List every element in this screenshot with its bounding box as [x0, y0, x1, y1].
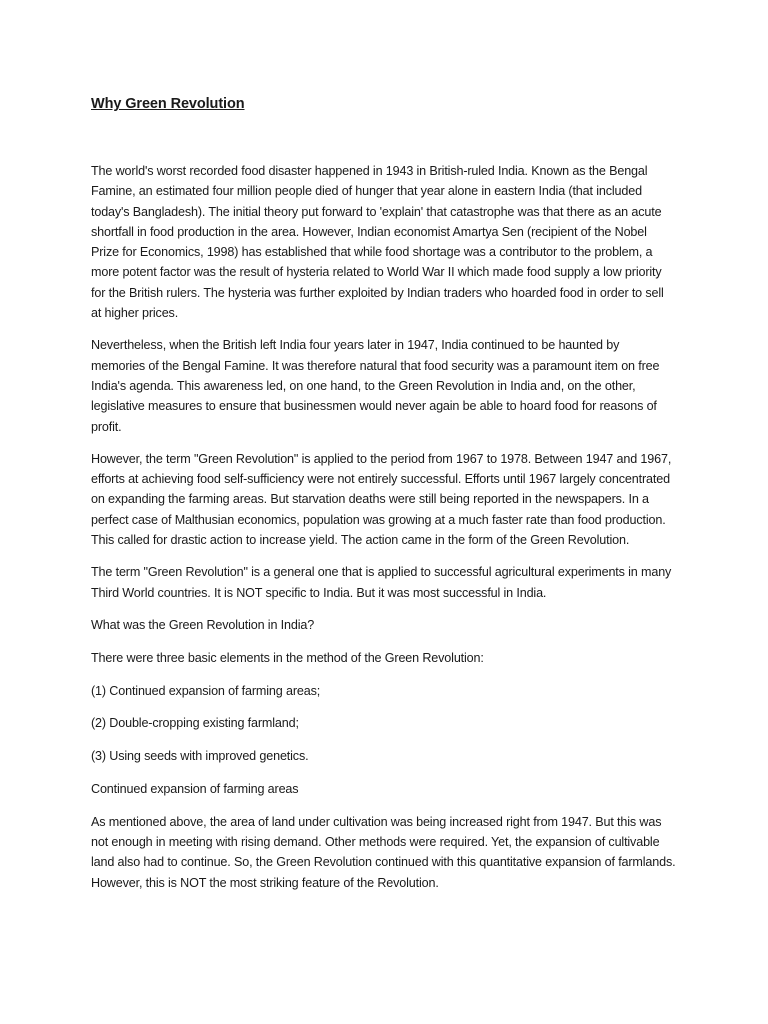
paragraph-food-security: Nevertheless, when the British left India four years later in 1947, India continued to be haunted by memories of the Bengal Famine. It was therefore natural that food security was a paramount item on free India's agenda. This awareness led, on one hand, to the Green Revolution in India and, on the other, legislative measures to ensure that businessmen would never again be able to hoard food for reasons of profit.	[91, 338, 660, 434]
paragraph-bengal-famine: The world's worst recorded food disaster happened in 1943 in British-ruled India. Known as the Bengal Famine, an estimated four million people died of hunger that year alone in eastern India (that included today's Bangladesh). The initial theory put forward to 'explain' that catastrophe was that there as an acute shortfall in food production in the area. However, Indian economist Amartya Sen (recipient of the Nobel Prize for Economics, 1998) has established that while food shortage was a contributor to the problem, a more potent factor was the result of hysteria related to World War II which made food supply a low priority for the British rulers. The hysteria was further exploited by Indian traders who hoarded food in order to sell at higher prices.	[91, 164, 664, 321]
question-heading: What was the Green Revolution in India?	[91, 617, 315, 632]
list-item-3: (3) Using seeds with improved genetics.	[91, 749, 309, 764]
section-heading: Continued expansion of farming areas	[91, 781, 299, 796]
paragraph-general-term: The term "Green Revolution" is a general one that is applied to successful agricultural experiments in many Third World countries. It is NOT specific to India. But it was most successful in India.	[91, 565, 672, 600]
list-item-1: (1) Continued expansion of farming areas;	[91, 683, 321, 698]
list-item-2: (2) Double-cropping existing farmland;	[91, 716, 299, 731]
elements-intro: There were three basic elements in the method of the Green Revolution:	[91, 650, 484, 665]
page-title: Why Green Revolution	[91, 96, 245, 112]
paragraph-expansion: As mentioned above, the area of land under cultivation was being increased right from 1947. But this was not enough in meeting with rising demand. Other methods were required. Yet, the expansion of cultivable land also had to continue. So, the Green Revolution continued with this quantitative expansion of farmlands. However, this is NOT the most striking feature of the Revolution.	[91, 814, 676, 890]
paragraph-green-revolution-period: However, the term "Green Revolution" is applied to the period from 1967 to 1978. Between 1947 and 1967, efforts at achieving food self-sufficiency were not entirely successful. Efforts until 1967 largely concentrated on expanding the farming areas. But starvation deaths were still being reported in the newspapers. In a perfect case of Malthusian economics, population was growing at a much faster rate than food production. This called for drastic action to increase yield. The action came in the form of the Green Revolution.	[91, 451, 672, 548]
document-body	[91, 94, 676, 905]
